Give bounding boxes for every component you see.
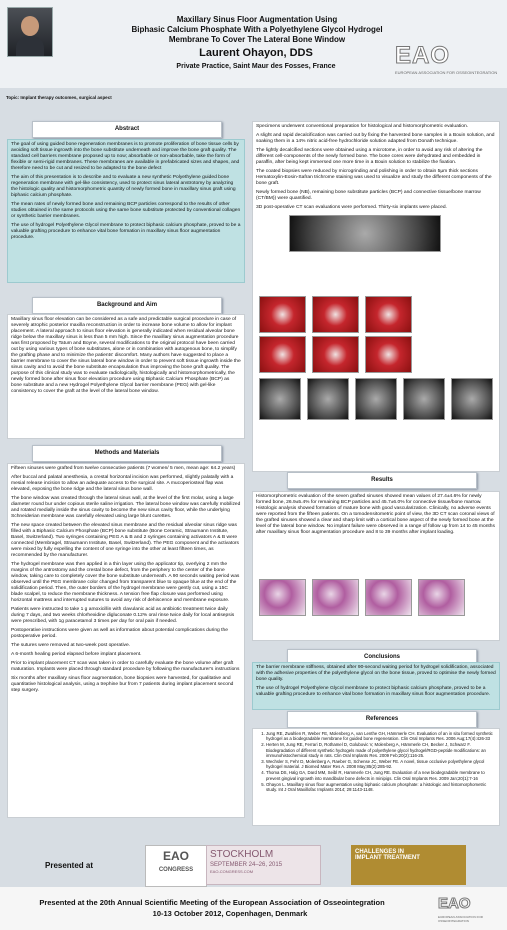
challenges-line1: CHALLENGES IN: [355, 849, 405, 855]
reference-item: 4. Thoma DS, Halg GA, Dard MM, Seibl R, Hammerle CH, Jung RE. Evaluation of a new biodegradable membrane to prevent gingival ingrowth into mandibular bone defects in minipigs. Clin Oral Implants Res. 2009 Jan;20(1):7-16: [266, 770, 496, 780]
histology-image: [312, 579, 359, 616]
title-line1: Maxillary Sinus Floor Augmentation Using: [176, 15, 338, 24]
poster-footer: [0, 887, 507, 930]
abstract-paragraph: The aim of this presentation is to describe and to evaluate a new synthetic Polyethylene guided bone regeneration membrane with gel-like consistency, used to protect sinus lateral anstrotomy by analyzing the histologic quality and histomorphometric quantity of newly formed bone in maxillary sinus graft using biphasic calcium phosphate.: [11, 175, 236, 198]
methods-right-paragraph: The coated biopsies were reduced by microgrinding and polishing in order to obtain 5µm thick sections Hematoxylin-Eosin-Safran trichrome staining was used to visualize and study the different components of the bone graft.: [256, 169, 492, 186]
surgery-photo: [365, 336, 412, 373]
title-line3: Membrane To Cover The Lateral Bone Window: [168, 35, 346, 44]
challenges-banner: [351, 845, 466, 885]
methods-paragraph: Patients were instructed to take 1 g amoxicillin with clavulanic acid as antibiotic treatment twice daily during 7 days, and two weeks chlorhexidine digluconate 0.12% oral rinse twice daily for local antisepsis were prescribed, with 1g paracetamol 3 times per day for oral pain if needed.: [11, 607, 235, 624]
abstract-header: Abstract: [32, 121, 222, 138]
abstract-paragraph: The goal of using guided bone regeneration membranes is to promote proliferation of bone tissue cells by avoiding soft tissue ingrowth into the bone substitute underneath and improve the bone graft quality. The standard cell barriers membrane proposed up to now; absorbable or non-absorbable, take the form of flexible or semi-rigid membranes. These membranes are available in prefabricated sizes and shapes, and therefore need to be cut and resized to be adapted to the bone defect: [11, 142, 240, 171]
stockholm-site: EAO-CONGRESS.COM: [210, 869, 254, 874]
surgery-photo: [312, 296, 359, 333]
ct-scan-coronal-image: [451, 378, 493, 420]
surgery-photo: [259, 296, 306, 333]
background-header: Background and Aim: [32, 297, 222, 314]
abstract-paragraph: The mean rates of newly formed bone and remaining BCP particles correspond to the results of other studies obtained in the same protocols using the same bone substitute protected by conventional collagen or synthetic barrier membranes.: [11, 202, 241, 219]
footer-eao-logo-subtitle: EUROPEAN ASSOCIATION FOR OSSEOINTEGRATION: [438, 915, 483, 923]
methods-paragraph: Fifteen sinuses were grafted from twelve consecutive patients (7 women/ 5 men, mean age: 64.2 years): [11, 466, 236, 471]
histology-image: [365, 579, 412, 616]
eao-logo-letters: EAO: [395, 42, 451, 69]
results-header: Results: [287, 472, 477, 489]
references-box: [252, 728, 500, 826]
eao-congress-letters: EAO: [162, 849, 189, 863]
author-name: Laurent Ohayon, DDS: [199, 47, 313, 59]
abstract-box: [7, 139, 245, 283]
background-paragraph: Maxillary sinus floor elevation can be considered as a safe and predictable surgical procedure in case of severely atrophic posterior maxilla reconstruction in order to increase bone volume to allow for implant placement. A lateral approach to sinus floor elevation is generally indicated when residual alveolar bone ridge below the maxillary sinus is less than 5 mm high. Since the maxillary sinus augmentation procedure was first proposed by Tatum and Boyne, several modifications to the original protocol have been carried out by using various types of bone substitutes, alone or in combination with autogenous bone, to simplify the grafting phase and to minimize the patients' discomfort. Many authors have suggested to place a barrier membrane to cover the sinus lateral bone window in order to prevent soft tissue ingrowth inside the sinus cavity and to avoid the bone substitute encapsulation thus improving the bone graft quality. The purpose of this clinical study was to evaluate radiologically, histologically and histomorphometrically, the newly formed bone after sinus floor elevation procedure using Biphasic Calcium Phosphate (BCP) as bone substitute and a new Hydrogel Polyethylene Glycol barrier membrane (PEG) with gel-like consistency to cover the graft at the level of the lateral bone window.: [11, 317, 241, 394]
challenges-line2: IMPLANT TREATMENT: [355, 855, 420, 861]
histology-image-row: [259, 579, 465, 616]
methods-right-paragraph: Newly formed bone (NB), remaining bone substitute particles (BCP) and connective tissue/bone marrow (CT/BM)) were quantified.: [256, 190, 481, 201]
methods-paragraph: The bone window was created through the lateral sinus wall, at the level of the first molar, using a large diameter round bur under copious sterile saline irrigation. The lateral bone window was carefully mobilized and rotated medially inside the sinus cavity to become the new sinus cavity floor, while the underlying Schneiderian membrane was carefully elevated using large blunt curettes.: [11, 496, 241, 519]
references-list: [256, 731, 496, 792]
ct-scan-coronal-image: [307, 378, 349, 420]
stockholm-dates: SEPTEMBER 24–26, 2015: [210, 862, 283, 868]
abstract-paragraph: The use of hydrogel Polyethylene Glycol membrane to protect biphasic calcium phosphate, proved to be a valuable grafting procedure to enhance vital bone formation in maxillary sinus floor augmentation procedure.: [11, 223, 241, 240]
reference-item: 1. Jung RE, Zwahlen R, Weber FE, Molenberg A, van Lenthe GH, Hämmerle CH. Evaluation of an in situ formed synthetic hydrogel as a biodegradable membrane for guided bone regeneration. Clin Oral Implants Res. 2006 Aug;17(4):426-33: [266, 731, 496, 741]
background-box: [7, 314, 245, 439]
author-institution: Private Practice, Saint Maur des Fosses, France: [176, 63, 336, 70]
stockholm-banner: [206, 845, 321, 885]
presented-label: Presented at: [45, 861, 94, 870]
histology-image: [418, 579, 465, 616]
author-photo: [7, 7, 53, 57]
eao-logo-subtitle: EUROPEAN ASSOCIATION FOR OSSEOINTEGRATION: [395, 70, 498, 75]
topic-label: Topic: Implant therapy outcomes, surgical aspect: [6, 95, 112, 100]
conclusions-paragraph: The barrier membrane stiffness, obtained after 90-second waiting period for hydrogel solidification, associated with the adhesive properties of the polyethylene glycol on the bone tissue, proved to optimise the newly formed bone quality.: [256, 665, 496, 682]
methods-paragraph: Postoperative instructions were given as well as information about potential complications during the postoperative period.: [11, 628, 228, 639]
conclusions-paragraph: The use of hydrogel Polyethylene Glycol membrane to protect biphasic calcium phosphate, proved to be a valuable grafting procedure to enhance vital bone formation in maxillary sinus floor augmentation procedure.: [256, 686, 491, 697]
ct-scan-panoramic-image: [289, 215, 441, 252]
surgery-photo: [365, 296, 412, 333]
results-box: [252, 491, 500, 641]
reference-item: 5. Ohayon L. Maxillary sinus floor augmentation using biphasic calcium phosphate: a histologic and histomorphometric study. Int J Oral Maxillofac Implants 2014; 29:1143-1148.: [266, 782, 496, 792]
conclusions-header: Conclusions: [287, 649, 477, 666]
ct-image-row: [259, 378, 493, 420]
poster-header: [0, 0, 507, 88]
reference-item: 3. Wechsler S, Fehr D, Molenberg A, Raeber G, Schense JC, Weber FE. A novel, tissue occlusive polyethylene glycol hydrogel material. J Biomed Mater Res A. 2008 May;85(2):285-92.: [266, 759, 496, 769]
methods-paragraph: The new space created between the elevated sinus membrane and the residual alveolar sinus ridge was filled with a Biphasic Calcium Phosphate (BCP) bone substitute (Bone Ceramic, Straumann Institute, Basel, Switzerland). Two syringes containing PEG A & B and 2 syringes containing activators A & B were connected (Membragel, Straumann Institute, Basel, Switzerland). The PEG component and the activators were mixed by fully expelling the content of one syringe into the other at least fifteen times, as recommended by the manufacturer.: [11, 523, 239, 558]
surgery-image-row: [259, 336, 412, 373]
references-header: References: [287, 711, 477, 728]
methods-right-paragraph: The lightly decalcified sections were obtained using a microtome, in order to avoid any risk of altering the different cell-components of the newly formed bone. The bone cores were dehydrated and embedded in paraffin, after being kept immersed one more time in a Bouin solution to stabilize the fixation.: [256, 148, 483, 165]
right-column-box: [252, 121, 500, 472]
surgery-photo: [259, 336, 306, 373]
reference-item: 2. Herten M, Jung RE, Ferrari D, Rothamel D, Golubovic V, Molenberg A, Hämmerle CH, Becker J, Schwarz F. Biodegradation of different synthetic hydrogels made of polyethylene glycol hydrogel/RGD-peptide modifications: an immunohistochemical study in rats. Clin Oral Implants Res. 2009 Feb;20(2):116-25.: [266, 742, 496, 758]
conclusions-box: [252, 662, 500, 710]
footer-eao-logo: EAO: [438, 895, 471, 912]
results-paragraph: Histomorphometric evaluation of the seven grafted sinuses showed mean values of 27.4±4.6% for newly formed bone, 26.9±5.4% for remaining BCP particles and 45.7±6.0% for connective tissue/bone marrow. Histologic analysis showed formation of mature bone with good vascularization. Clinically, no adverse events were reported from the fifteen patients. On a tomodensitometric point of view, the 3D CT scan coronal views of the grafted sinuses showed a clear and sharp limit with a cortical bone aspect of the newly formed bone at the level of the lateral bone window. No implant failure were observed in a range of follow up from 14 to 45 months after maxillary sinus floor augmentation procedure and 8 to 39 months after implant loading.: [256, 494, 495, 535]
methods-header: Methods and Materials: [32, 445, 222, 462]
eao-congress-logo: [145, 845, 207, 887]
title-line2: Biphasic Calcium Phosphate With a Polyethylene Glycol Hydrogel: [131, 25, 383, 34]
methods-box: [7, 463, 245, 818]
surgery-image-row: [259, 296, 412, 333]
methods-paragraph: After buccal and palatal anesthesia, a crestal horizontal incision was performed, slightly palatally with a mesial release incision to allow an adequate access to the surgical site. A mucoperiosteal flap was elevated, exposing the bone ridge and the lateral sinus bone wall.: [11, 475, 234, 492]
methods-paragraph: The hydrogel membrane was then applied in a thin layer using the applicator tip, overlying 2 mm the margins of the antrostomy and the crestal bone defect, from the periphery to the center of the bone window, taking care to completely cover the bone substitute underneath. A 90 seconds waiting period was observed until the PEG membrane color changed from transparent blue to opaque blue at the end of the solidification period. Then, the outer borders of the hydrogel membrane were gently cut, using a 15C blade scalpel, to reduce the membrane thickness. A tension free flap closure was performed using horizontal mattress and interrupted sutures to avoid any risk of dehiscence and membrane exposure.: [11, 562, 240, 603]
footer-line2: 10-13 October 2012, Copenhagen, Denmark: [152, 909, 308, 918]
methods-right-paragraph: 3D post-operative CT scan evaluations were performed. Thirty-six implants were placed.: [256, 205, 447, 210]
methods-paragraph: A 6-month healing period elapsed before implant placement.: [11, 652, 142, 657]
methods-paragraph: The sutures were removed at two-week post operative.: [11, 643, 131, 648]
histology-image: [259, 579, 306, 616]
eao-logo: [395, 44, 499, 78]
footer-line1: Presented at the 20th Annual Scientific Meeting of the European Association of Osseointegration: [39, 898, 385, 907]
methods-paragraph: Six months after maxillary sinus floor augmentation, bone biopsies were harvested, for qualitative and quantitative histological analysis, using a trephine bur from 7 patients during implant placement second step surgery.: [11, 676, 234, 693]
methods-right-paragraph: Specimens underwent conventional preparation for histological and histomorphometric evaluation.: [256, 124, 469, 129]
ct-scan-coronal-image: [259, 378, 301, 420]
methods-right-paragraph: A slight and rapid decalcification was carried out by fixing the harvested bone samples in a Bouin solution, and soaking them in a 14% nitric acid-free hydrochloride solution adapted from Donath technique.: [256, 133, 495, 144]
poster-title: [127, 15, 387, 45]
stockholm-city: STOCKHOLM: [210, 849, 274, 860]
eao-congress-word: CONGRESS: [158, 867, 194, 873]
ct-scan-coronal-image: [355, 378, 397, 420]
ct-scan-coronal-image: [403, 378, 445, 420]
surgery-photo: [312, 336, 359, 373]
methods-paragraph: Prior to implant placement CT scan was taken in order to carefully evaluate the bone volume after graft maturation. Implants were placed through standard procedure by following the manufacturer's instructions: [11, 661, 240, 672]
